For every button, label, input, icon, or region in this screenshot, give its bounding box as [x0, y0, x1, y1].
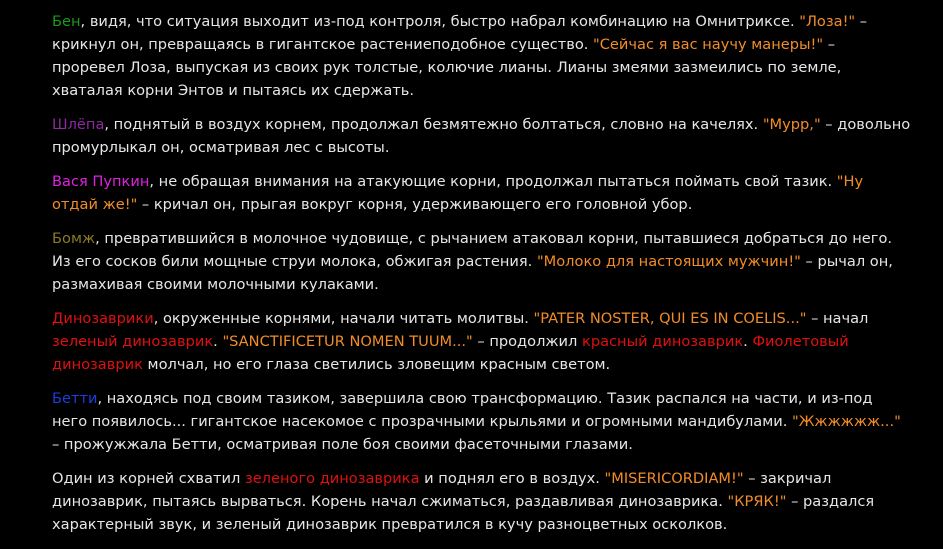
narration-text: – закричал динозаврик, пытаясь вырваться. Корень начал сжиматься, раздавливая динозаврика. [52, 470, 832, 510]
dialogue-quote: "Ну отдай же!" [52, 173, 864, 213]
dialogue-quote: "SANCTIFICETUR NOMEN TUUM..." [222, 333, 473, 350]
narration-text: – крикнул он, превращаясь в гигантское растениеподобное существо. [52, 13, 868, 53]
narration-text: – рычал он, размахивая своими молочными кулаками. [52, 253, 893, 293]
character-name: красный динозаврик [582, 333, 744, 350]
narration-text: – кричал он, прыгая вокруг корня, удерживающего его головной убор. [137, 196, 693, 213]
narration-text: , поднятый в воздух корнем, продолжал безмятежно болтаться, словно на качелях. [104, 116, 763, 133]
narration-text: – довольно промурлыкал он, осматривая лес с высоты. [52, 116, 911, 156]
character-name: Бомж [52, 230, 96, 247]
narration-text: и поднял его в воздух. [419, 470, 605, 487]
narration-text: , превратившийся в молочное чудовище, с рычанием атаковал корни, пытавшиеся добраться до него. Из его сосков били мощные струи молока, обжигая растения. [52, 230, 893, 270]
character-name: Бен [52, 13, 81, 30]
dialogue-quote: "Молоко для настоящих мужчин!" [536, 253, 801, 270]
narration-text: , окруженные корнями, начали читать молитвы. [153, 310, 534, 327]
character-name: Фиолетовый динозаврик [52, 333, 849, 373]
dialogue-quote: "MISERICORDIAM!" [604, 470, 744, 487]
character-name: Бетти [52, 390, 98, 407]
story-paragraph [52, 307, 912, 376]
character-name: Динозаврики [52, 310, 154, 327]
story-paragraph [52, 113, 912, 159]
narration-text: молчал, но его глаза светились зловещим красным светом. [142, 356, 611, 373]
character-name: Вася Пупкин [52, 173, 150, 190]
story-paragraph [52, 387, 912, 456]
narration-text: . [213, 333, 223, 350]
narration-text: , не обращая внимания на атакующие корни, продолжал пытаться поймать свой тазик. [149, 173, 837, 190]
narration-text: . [743, 333, 753, 350]
story-paragraph [52, 10, 912, 102]
story-paragraph [52, 170, 912, 216]
dialogue-quote: "Мурр," [762, 116, 821, 133]
story-paragraph [52, 467, 912, 536]
character-name: зеленый динозаврик [52, 333, 214, 350]
narration-text: , видя, что ситуация выходит из-под контроля, быстро набрал комбинацию на Омнитриксе. [80, 13, 800, 30]
narration-text: – раздался характерный звук, и зеленый динозаврик превратился в кучу разноцветных осколков. [52, 493, 875, 533]
story-text [52, 10, 912, 547]
character-name: Шлёпа [52, 116, 105, 133]
narration-text: Один из корней схватил [52, 470, 245, 487]
narration-text: , находясь под своим тазиком, завершила свою трансформацию. Тазик распался на части, и из-под него появилось... гигантское насекомое с прозрачными крыльями и огромными мандибулами. [52, 390, 873, 430]
dialogue-quote: "КРЯК!" [727, 493, 787, 510]
dialogue-quote: "PATER NOSTER, QUI ES IN COELIS..." [533, 310, 807, 327]
narration-text: – прожужжала Бетти, осматривая поле боя своими фасеточными глазами. [52, 436, 633, 453]
story-paragraph [52, 227, 912, 296]
narration-text: – продолжил [472, 333, 583, 350]
character-name: зеленого динозаврика [244, 470, 420, 487]
narration-text: – проревел Лоза, выпуская из своих рук толстые, колючие лианы. Лианы змеями зазмеились по земле, хваталая корни Энтов и пытаясь их сдержать. [52, 36, 842, 99]
dialogue-quote: "Сейчас я вас научу манеры!" [593, 36, 824, 53]
dialogue-quote: "Жжжжжж..." [792, 413, 901, 430]
dialogue-quote: "Лоза!" [799, 13, 856, 30]
narration-text: – начал [806, 310, 869, 327]
